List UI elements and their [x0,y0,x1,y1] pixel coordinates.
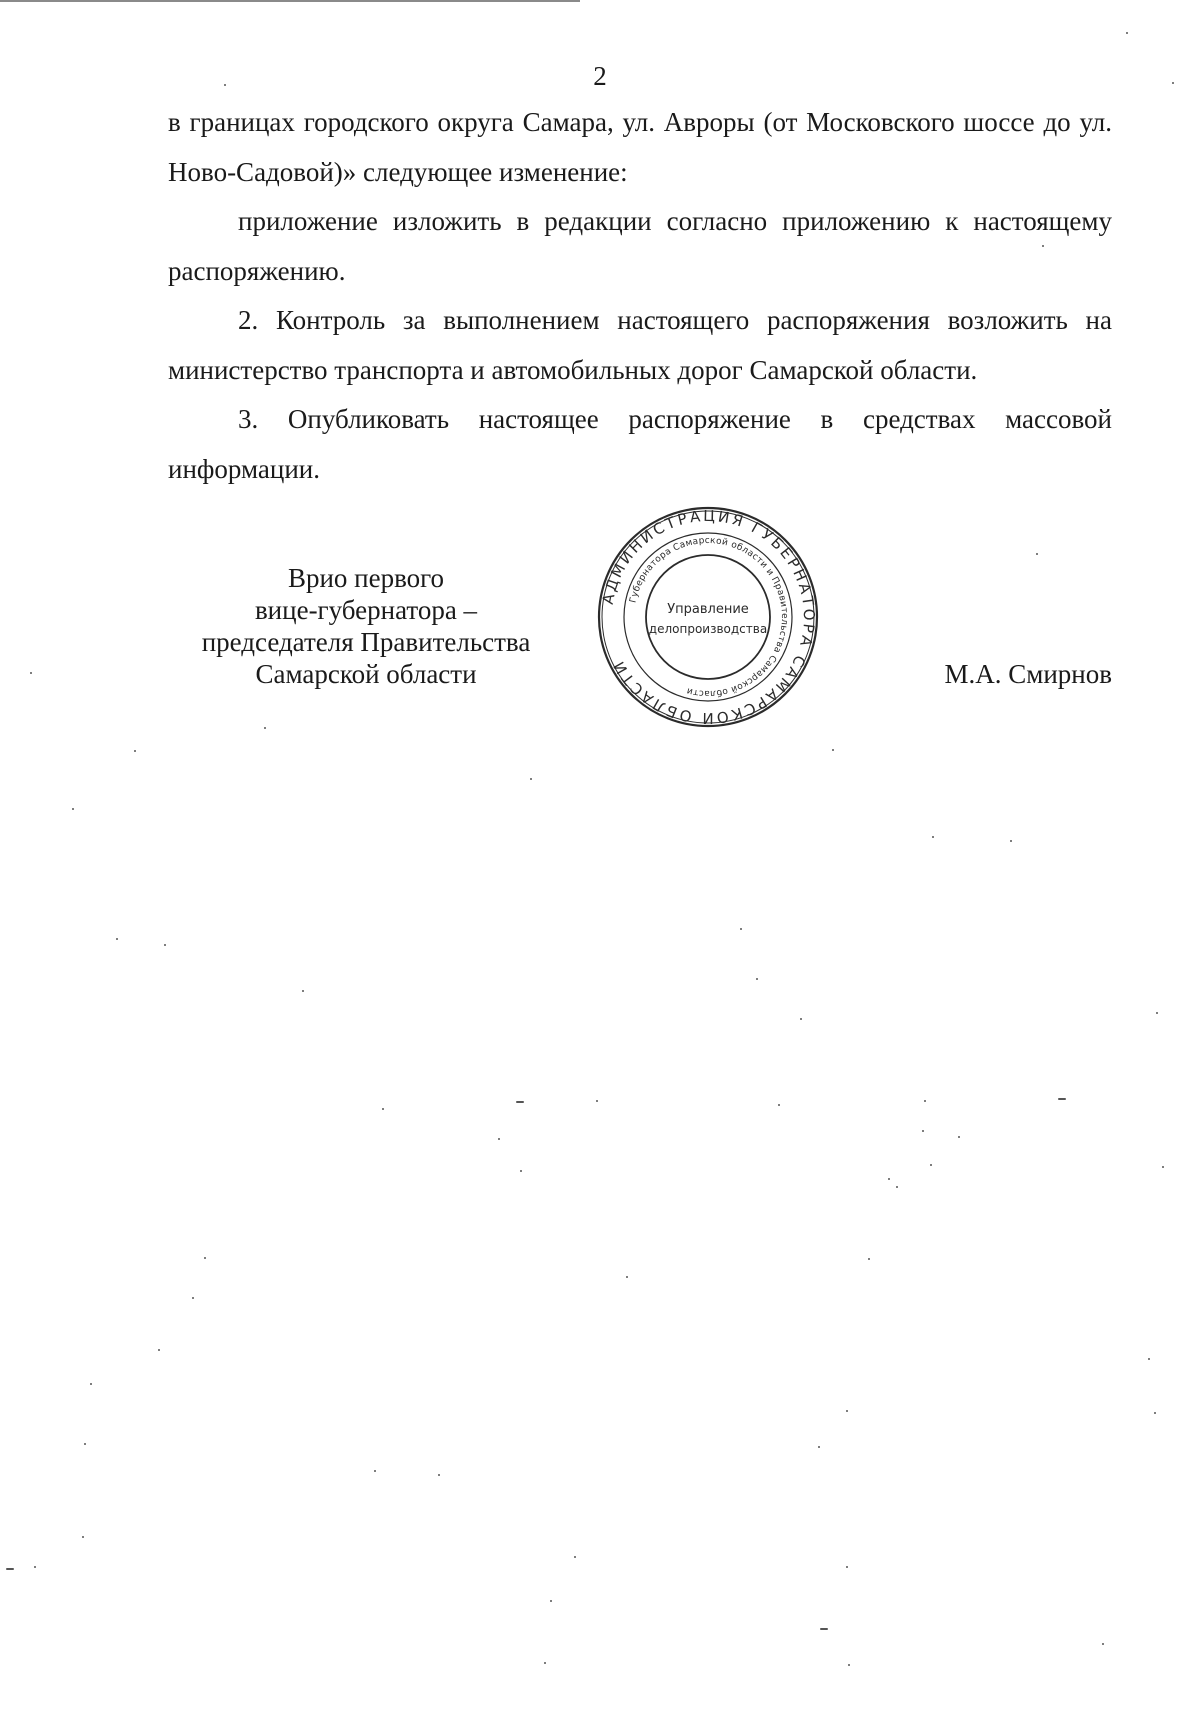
scan-speck [498,1138,500,1140]
scan-speck [868,1258,870,1260]
scan-speck [438,1474,440,1476]
signer-position-line: председателя Правительства [201,627,531,657]
scan-speck [1102,1643,1104,1645]
paragraph-control-clause: 2. Контроль за выполнением настоящего распоряжения возложить на министерство транспорта и автомобильных дорог Самарской области. [168,305,1112,385]
seal-outer-text: АДМИНИСТРАЦИЯ ГУБЕРНАТОРА САМАРСКОЙ ОБЛАСТИ [598,506,819,728]
scan-speck [520,1170,522,1172]
page-number: 2 [593,61,607,91]
scan-speck [516,1101,524,1103]
scan-speck [930,1164,932,1166]
signer-position-line: вице-губернатора – [254,595,478,625]
scan-speck [84,1443,86,1445]
scan-speck [1156,1012,1158,1014]
seal-center-line-2: делопроизводства [648,622,768,636]
official-seal-stamp [596,505,820,729]
scan-speck [626,1276,628,1278]
scan-speck [896,1186,898,1188]
signer-position [178,562,554,690]
scan-speck [848,1664,850,1666]
scan-speck [374,1470,376,1472]
scan-speck [846,1566,848,1568]
scan-speck [778,1104,780,1106]
paragraph-continuation: в границах городского округа Самара, ул. Авроры (от Московского шоссе до ул. Ново-Садовой)» следующее изменение: [168,107,1112,187]
signature-block [0,0,1200,760]
scan-speck [550,1600,552,1602]
scan-speck [1154,1412,1156,1414]
signer-position-line: Врио первого [287,563,445,593]
scan-speck [1010,840,1012,842]
scan-speck [302,990,304,992]
scan-speck [116,938,118,940]
scan-speck [846,1410,848,1412]
scan-speck [382,1108,384,1110]
signer-position-line: Самарской области [255,659,477,689]
scan-speck [932,836,934,838]
scan-speck [204,1257,206,1259]
seal-center-line-1: Управление [667,602,749,617]
scan-speck [596,1100,598,1102]
scan-speck [1148,1358,1150,1360]
scan-speck [958,1136,960,1138]
scan-speck [530,778,532,780]
scan-speck [544,1662,546,1664]
scan-speck [1058,1098,1066,1100]
scan-speck [72,808,74,810]
scan-speck [740,928,742,930]
scan-speck [1162,1166,1164,1168]
scan-speck [820,1628,828,1630]
scan-speck [922,1130,924,1132]
scan-speck [800,1018,802,1020]
paragraph-publication-clause: 3. Опубликовать настоящее распоряжение в средствах массовой информации. [168,404,1112,484]
signer-name: М.А. Смирнов [944,659,1112,689]
scan-speck [574,1556,576,1558]
scan-speck [888,1178,890,1180]
scan-speck [164,944,166,946]
svg-text:Губернатора Самарской области [628,536,789,698]
paragraph-appendix-change: приложение изложить в редакции согласно приложению к настоящему распоряжению. [168,206,1112,286]
scan-speck [158,1349,160,1351]
seal-middle-text: Губернатора Самарской области и Правительства Самарской области [628,535,790,699]
scan-speck [90,1383,92,1385]
scan-speck [34,1566,36,1568]
scan-speck [756,978,758,980]
scan-speck [82,1536,84,1538]
scan-speck [6,1568,14,1570]
scan-speck [924,1100,926,1102]
scan-speck [818,1446,820,1448]
scan-speck [192,1297,194,1299]
seal-icon [596,505,820,729]
